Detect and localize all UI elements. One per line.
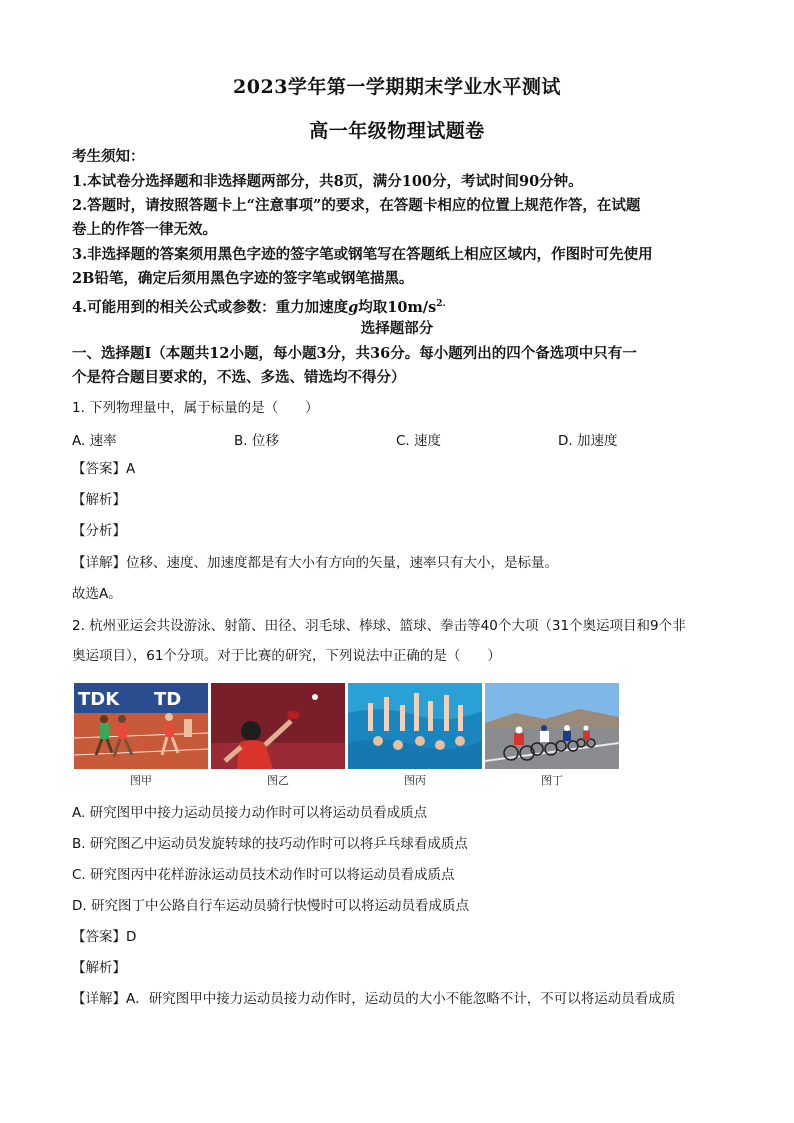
svg-text:TD: TD <box>154 689 182 710</box>
q2-stem-a: 2. 杭州亚运会共设游泳、射箭、田径、羽毛球、棒球、篮球、拳击等40个大项（31个奥运项目和9个非 <box>72 618 686 634</box>
q2-detail: 【详解】A．研究图甲中接力运动员接力动作时，运动员的大小不能忽略不计，不可以将运动员看成质 <box>72 991 676 1007</box>
notice-line-2b: 卷上的作答一律无效。 <box>72 221 217 238</box>
q1-option-c: C. 速度 <box>396 433 442 449</box>
notice-line-4-mid: 均取10m/s <box>358 298 437 316</box>
figure-caption-bing: 图丙 <box>404 774 426 787</box>
notice-line-3a: 3.非选择题的答案须用黑色字迹的签字笔或钢笔写在答题纸上相应区域内，作图时可先使用 <box>72 246 653 263</box>
q1-answer: 【答案】A <box>72 461 136 477</box>
q1-conclusion: 故选A。 <box>72 586 122 602</box>
figure-table-tennis-photo <box>211 683 345 769</box>
q1-analysis: 【解析】 <box>72 492 126 508</box>
part1-heading-b: 个是符合题目要求的，不选、多选、错选均不得分） <box>72 369 406 386</box>
figure-caption-ding: 图丁 <box>541 774 563 787</box>
q1-option-a: A. 速率 <box>72 433 117 449</box>
notice-line-1: 1.本试卷分选择题和非选择题两部分，共8页，满分100分，考试时间90分钟。 <box>72 173 583 190</box>
notice-heading: 考生须知： <box>72 148 145 165</box>
q1-option-d: D. 加速度 <box>558 433 618 449</box>
q2-stem-b: 奥运项目），61个分项。对于比赛的研究，下列说法中正确的是（ ） <box>72 648 501 664</box>
exam-subtitle: 高一年级物理试题卷 <box>309 120 485 142</box>
figure-road-cycling-photo <box>485 683 619 769</box>
q2-option-a: A. 研究图甲中接力运动员接力动作时可以将运动员看成质点 <box>72 805 428 821</box>
q2-answer: 【答案】D <box>72 929 137 945</box>
notice-line-4-prefix: 4.可能用到的相关公式或参数：重力加速度 <box>72 298 349 316</box>
part1-heading-a: 一、选择题Ⅰ（本题共12小题，每小题3分，共36分。每小题列出的四个备选项中只有一 <box>72 345 637 362</box>
svg-text:TDK: TDK <box>78 689 120 710</box>
q2-option-d: D. 研究图丁中公路自行车运动员骑行快慢时可以将运动员看成质点 <box>72 898 469 914</box>
q2-option-c: C. 研究图丙中花样游泳运动员技术动作时可以将运动员看成质点 <box>72 867 455 883</box>
figure-caption-jia: 图甲 <box>130 774 152 787</box>
q1-detail: 【详解】位移、速度、加速度都是有大小有方向的矢量，速率只有大小，是标量。 <box>72 555 558 571</box>
q2-option-b: B. 研究图乙中运动员发旋转球的技巧动作时可以将乒乓球看成质点 <box>72 836 468 852</box>
q1-stem: 1. 下列物理量中，属于标量的是（ ） <box>72 400 319 416</box>
exam-title: 2023学年第一学期期末学业水平测试 <box>233 76 561 98</box>
q2-analysis: 【解析】 <box>72 960 126 976</box>
notice-line-2a: 2.答题时，请按照答题卡上“注意事项”的要求，在答题卡相应的位置上规范作答，在试题 <box>72 197 641 214</box>
q1-option-b: B. 位移 <box>234 433 279 449</box>
figure-artistic-swimming-photo <box>348 683 482 769</box>
notice-line-4-sup: 2. <box>436 299 446 309</box>
section-title: 选择题部分 <box>360 320 434 337</box>
gravity-symbol: g <box>348 298 359 316</box>
figure-caption-yi: 图乙 <box>267 774 289 787</box>
q1-fenxi: 【分析】 <box>72 523 126 539</box>
notice-line-4 <box>72 294 722 318</box>
notice-line-3b: 2B铅笔，确定后须用黑色字迹的签字笔或钢笔描黑。 <box>72 270 414 287</box>
figure-relay-photo <box>74 683 208 769</box>
